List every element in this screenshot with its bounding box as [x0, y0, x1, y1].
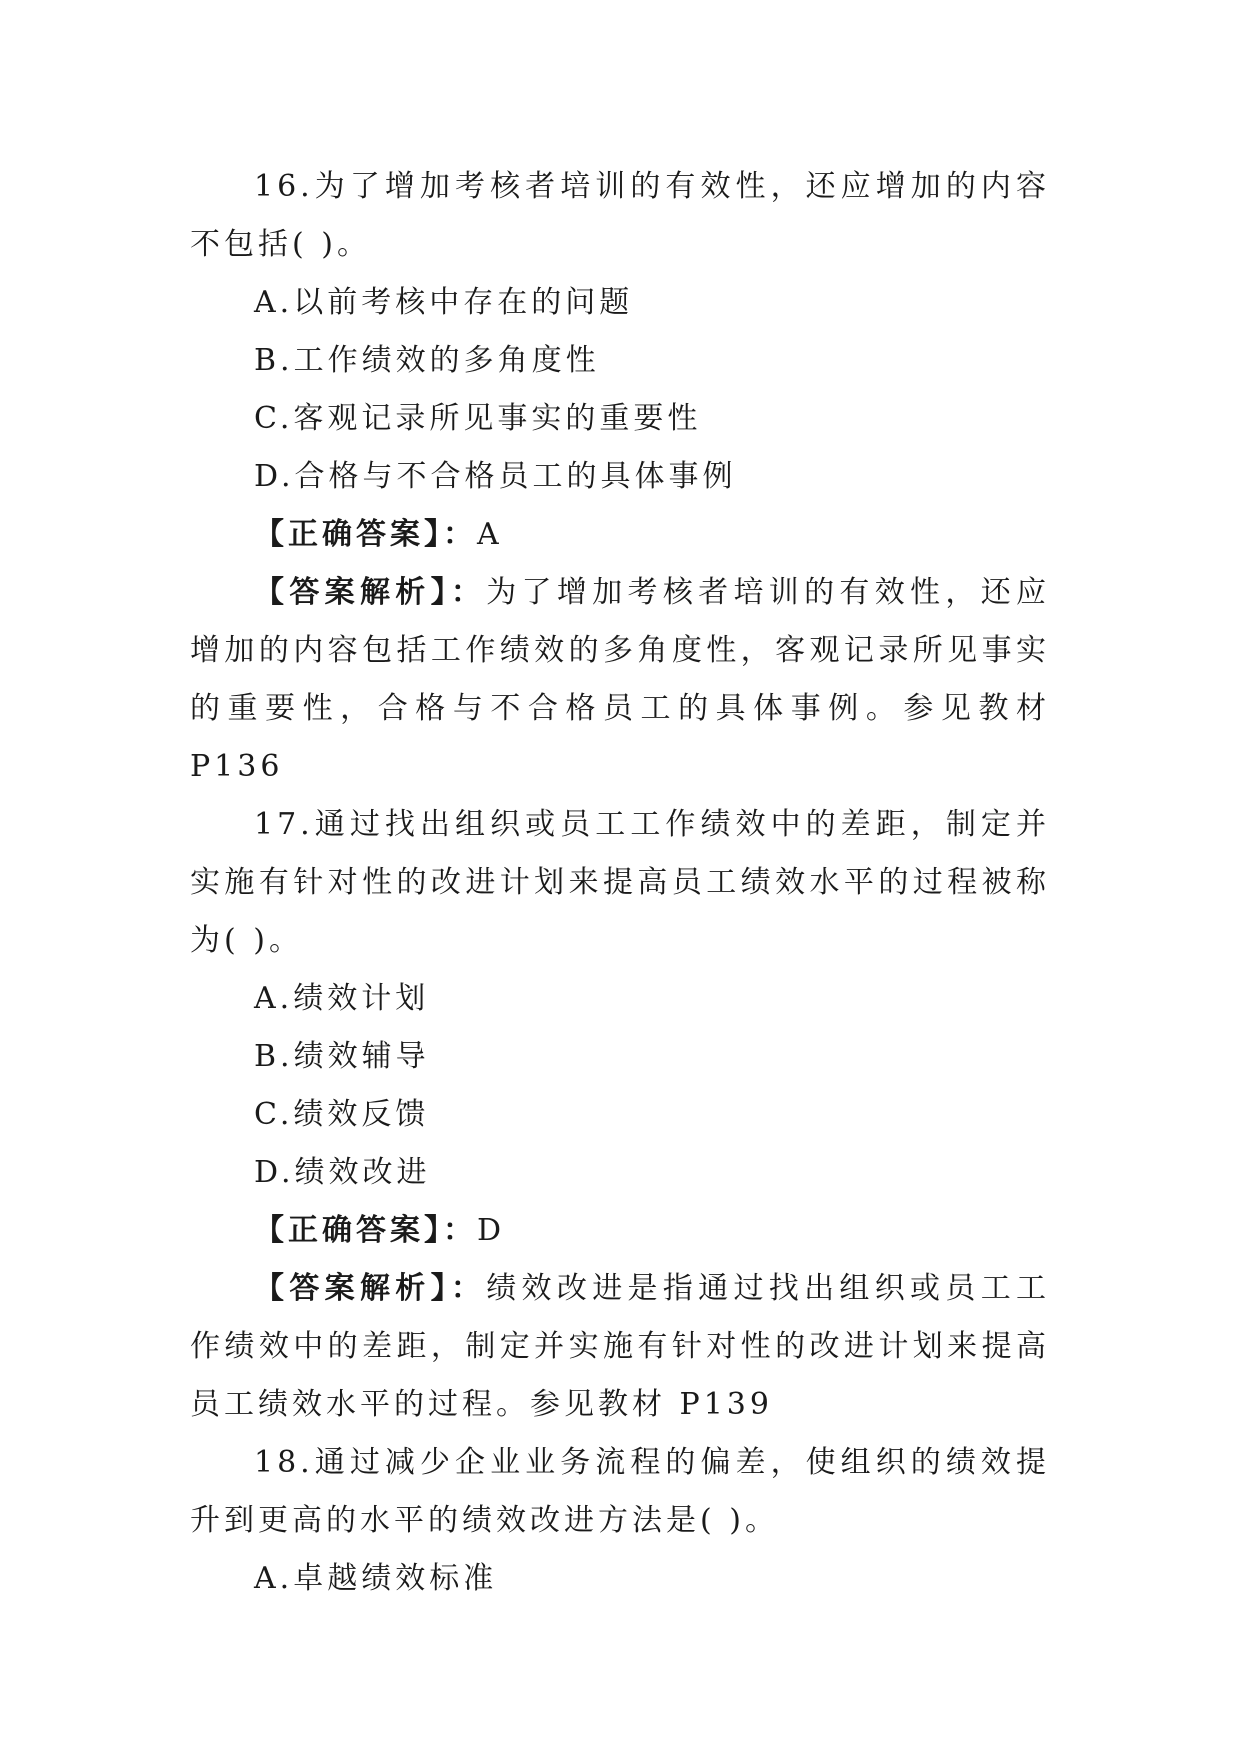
option-b: B.工作绩效的多角度性	[254, 343, 600, 378]
option-a: A.卓越绩效标准	[254, 1561, 498, 1596]
option-c: C.客观记录所见事实的重要性	[254, 401, 702, 436]
correct-answer	[190, 1202, 1050, 1260]
answer-analysis-text: 绩效改进是指通过找出组织或员工工作绩效中的差距，制定并实施有针对性的改进计划来提高员工绩效水平的过程。参见教材 P139	[190, 1271, 1051, 1422]
correct-answer-label: 【正确答案】：	[254, 517, 477, 552]
correct-answer-label: 【正确答案】：	[254, 1213, 477, 1248]
answer-analysis-label: 【答案解析】：	[254, 1271, 487, 1306]
answer-analysis-label: 【答案解析】：	[254, 575, 487, 610]
answer-analysis-text: 为了增加考核者培训的有效性，还应增加的内容包括工作绩效的多角度性，客观记录所见事实的重要性，合格与不合格员工的具体事例。参见教材 P136	[190, 575, 1051, 784]
correct-answer	[190, 506, 1050, 564]
correct-answer-value: D	[477, 1213, 506, 1248]
option-c: C.绩效反馈	[254, 1097, 430, 1132]
option-a: A.以前考核中存在的问题	[254, 285, 634, 320]
question-stem: 16.为了增加考核者培训的有效性，还应增加的内容不包括( )。	[190, 169, 1050, 262]
question-stem: 18.通过减少企业业务流程的偏差，使组织的绩效提升到更高的水平的绩效改进方法是( )。	[190, 1445, 1050, 1538]
option-d: D.绩效改进	[254, 1155, 431, 1190]
document-body	[190, 158, 1050, 1608]
answer-analysis	[190, 1260, 1050, 1434]
option-d: D.合格与不合格员工的具体事例	[254, 459, 737, 494]
question-stem: 17.通过找出组织或员工工作绩效中的差距，制定并实施有针对性的改进计划来提高员工绩效水平的过程被称为( )。	[190, 807, 1050, 958]
correct-answer-value: A	[477, 517, 503, 552]
answer-analysis	[190, 564, 1050, 796]
option-a: A.绩效计划	[254, 981, 430, 1016]
option-b: B.绩效辅导	[254, 1039, 430, 1074]
